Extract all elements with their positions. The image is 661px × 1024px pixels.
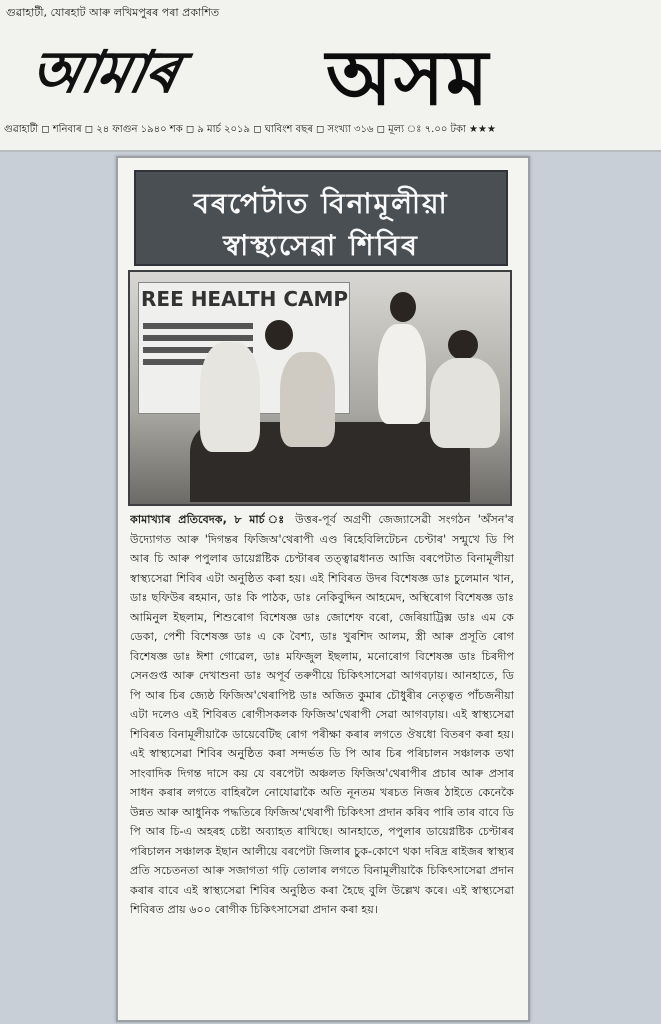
person-head [265,320,293,350]
person-figure [280,352,335,447]
publish-line: গুৱাহাটী, যোৰহাট আৰু লখিমপুৰৰ পৰা প্ৰকাশিত [6,6,220,19]
article-photo [128,270,512,506]
headline-box [134,170,508,266]
title-right-word: অসম [326,33,491,110]
newspaper-masthead [0,0,661,152]
title-left-word: আমাৰ [23,38,185,106]
person-figure [200,342,260,452]
person-figure [378,324,426,424]
article-body [130,510,514,1010]
article-body-text: উত্তৰ-পূৰ্ব অগ্ৰণী জেজ্যাসেৱী সংগঠন 'অঁসন'ৰ উদ্যোগত আৰু 'দিগন্তৰ ফিজিঅ'থেৰাপী এণ্ড ৰিহেবিলিটেচন চেণ্টাৰ' সন্মুখে ডি পি আৰ চি আৰু পপুলাৰ ডায়েগ্নষ্টিক চেণ্টাৰৰ তত্ত্বাৱধানত আজি বৰপেটাত বিনামূলীয়া স্বাস্থ্যসেৱা শিবিৰ এটা অনুষ্ঠিত কৰা হয়। এই শিবিৰত উদৰ বিশেষজ্ঞ ডাঃ চুলেমান খান, ডাঃ ছফিউৰ ৰহমান, ডাঃ কি পাঠক, ডাঃ নেকিবুদ্দিন আহমেদ, অস্থিৰোগ বিশেষজ্ঞ ডাঃ আমিনুল ইছলাম, শিশুৰোগ বিশেষজ্ঞ ডাঃ জোশেফ বৰো, জেৰিয়াট্ৰিক্স ডাঃ এম কে ডেকা, পেশী বিশেষজ্ঞ ডাঃ এ কে বৈশ্য, ডাঃ খুৰশিদ আলম, স্ত্ৰী আৰু প্ৰসূতি ৰোগ বিশেষজ্ঞ ডাঃ ঈশা গোৱেল, ডাঃ মফিজুল ইছলাম, মনোৰোগ বিশেষজ্ঞ ডাঃ চিৰদীপ সেনগুপ্ত আৰু দেখাশুনা ডাঃ অপূৰ্ব তৰুণীয়ে চিকিৎসাসেৱা আগবঢ়ায়। আনহাতে, ডি পি আৰ চিৰ জ্যেষ্ঠ ফিজিঅ'থেৰাপিষ্ট ডাঃ অজিত কুমাৰ চৌধুৰীৰ নেতৃত্বত পাঁচজনীয়া এটা দলেও এই শিবিৰত ৰোগীসকলক ফিজিঅ'থেৰাপী সেৱা আগবঢ়ায়। এই স্বাস্থ্যসেৱা শিবিৰত বিনামূলীয়াকৈ ডায়েবেটিছ ৰোগ পৰীক্ষা কৰাৰ লগতে ঔষধো বিতৰণ কৰা হয়। এই স্বাস্থ্যসেৱা শিবিৰ অনুষ্ঠিত কৰা সন্দৰ্ভত ডি পি আৰ চিৰ পৰিচালন সঞ্চালক তথা সাংবাদিক দিগন্ত দাসে কয় যে বৰপেটা অঞ্চলত ফিজিঅ'থেৰাপীৰ প্ৰচাৰ আৰু প্ৰসাৰ সাধন কৰাৰ লগতে বাহিৰলৈ নোযোৱাকৈ অতি নূনতম খৰচত নিজৰ ঠাইতে কেনেকৈ উন্নত আৰু আধুনিক পদ্ধতিৰে ফিজিঅ'থেৰাপী চিকিৎসা প্ৰদান কৰিব পাৰি তাৰ বাবে ডি পি আৰ চি-এ অহৰহ চেষ্টা অব্যাহত ৰাখিছে। আনহাতে, পপুলাৰ ডায়েগ্নষ্টিক চেণ্টাৰৰ পৰিচালন সঞ্চালক ইছান আলীয়ে বৰপেটা জিলাৰ চুক-কোণে থকা দৰিদ্ৰ ৰাইজৰ স্বাস্থ্যৰ প্ৰতি সচেতনতা আৰু সজাগতা গঢ়ি তোলাৰ লগতে বিনামূলীয়াকৈ চিকিৎসাসেৱা প্ৰদান কৰাৰ বাবে এই স্বাস্থ্যসেৱা শিবিৰ অনুষ্ঠিত কৰা হৈছে বুলি উল্লেখ কৰে। এই স্বাস্থ্যসেৱা শিবিৰত প্ৰায় ৬০০ ৰোগীক চিকিৎসাসেৱা প্ৰদান কৰা হয়। [130,513,514,916]
person-head [448,330,478,360]
newspaper-title [8,22,653,110]
banner-title: REE HEALTH CAMP [141,287,349,311]
person-head [390,292,416,322]
article-clipping [116,156,530,1022]
headline-line-1: বৰপেটাত বিনামূলীয়া [193,187,449,220]
person-figure [430,358,500,448]
article-dateline-lead: কামাখ্যাৰ প্ৰতিবেদক, ৮ মাৰ্চ ঃ [130,513,288,526]
headline-line-2: স্বাস্থ্যসেৱা শিবিৰ [223,229,419,262]
issue-dateline: গুৱাহাটী ◻ শনিবাৰ ◻ ২৪ ফাগুন ১৯৪০ শক ◻ ৯ মাৰ্চ ২০১৯ ◻ ঘাবিংশ বছৰ ◻ সংখ্যা ৩১৬ ◻ মূল্য ঃ ৭.০০ টকা ★★★ [4,124,496,135]
